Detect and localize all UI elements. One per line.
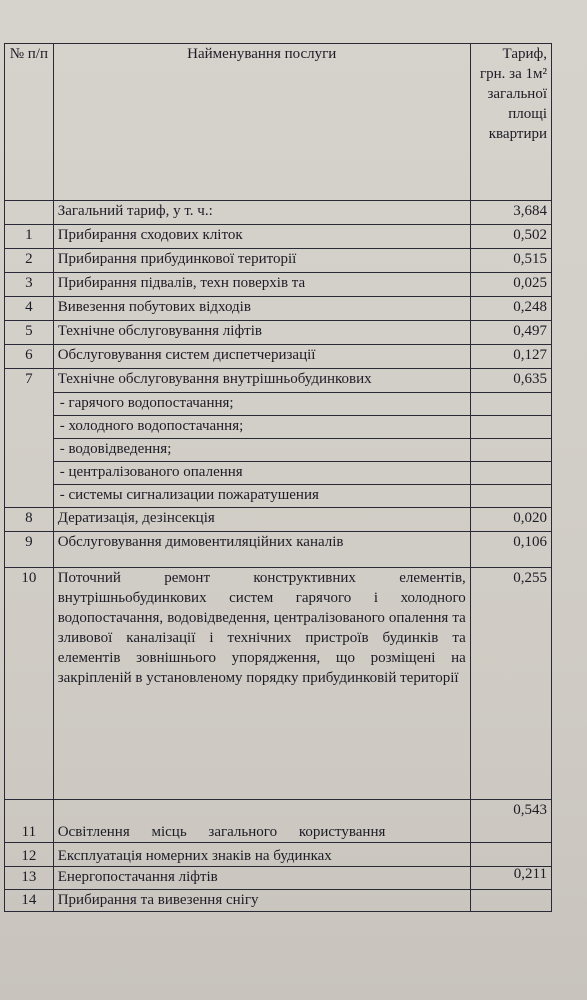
row-value: 0,248 xyxy=(470,297,551,321)
row-name: Експлуатація номерних знаків на будинках xyxy=(53,843,470,867)
row-name: Технічне обслуговування внутрішньобудинкових xyxy=(53,369,470,393)
subitem-row xyxy=(5,462,552,485)
table-row xyxy=(5,568,552,800)
subitem-row xyxy=(5,416,552,439)
row-number: 14 xyxy=(5,890,54,912)
row-value: 0,543 xyxy=(470,800,551,843)
row-name: Вивезення побутових відходів xyxy=(53,297,470,321)
table-row xyxy=(5,225,552,249)
header-number: № п/п xyxy=(5,44,54,201)
row-value: 0,211 xyxy=(470,867,551,890)
table-row xyxy=(5,532,552,568)
row-name: Обслуговування димовентиляційних каналів xyxy=(53,532,470,568)
row-value xyxy=(470,843,551,867)
row-name: Енергопостачання ліфтів xyxy=(53,867,470,890)
table-row xyxy=(5,297,552,321)
total-num xyxy=(5,201,54,225)
row-name: Прибирання підвалів, техн поверхів та xyxy=(53,273,470,297)
row-number: 2 xyxy=(5,249,54,273)
table-row xyxy=(5,369,552,393)
subitem-value xyxy=(470,416,551,439)
total-row xyxy=(5,201,552,225)
row-number: 6 xyxy=(5,345,54,369)
row-number: 7 xyxy=(5,369,54,508)
row-number: 11 xyxy=(5,800,54,843)
row-name: Освітлення місць загального користування xyxy=(53,800,470,843)
total-label: Загальний тариф, у т. ч.: xyxy=(53,201,470,225)
header-service-name: Найменування послуги xyxy=(53,44,470,201)
row-number: 10 xyxy=(5,568,54,800)
row-value: 0,502 xyxy=(470,225,551,249)
table-header-row xyxy=(5,44,552,201)
subitem-row xyxy=(5,439,552,462)
row-number: 12 xyxy=(5,843,54,867)
subitem-row xyxy=(5,485,552,508)
table-row xyxy=(5,321,552,345)
subitem-value xyxy=(470,439,551,462)
subitem-label: - системы сигнализации пожаратушения xyxy=(53,485,470,508)
table-row xyxy=(5,249,552,273)
row-name: Поточний ремонт конструктивних елементів, внутрішньобудинкових систем гарячого і холодного водопостачання, водовідведення, централізованого опалення та зливової каналізації і технічних пристроїв будинків та елементів зовнішнього упорядження, що розміщені на закріпленій в установленому порядку прибудинковій території xyxy=(53,568,470,800)
table-row xyxy=(5,273,552,297)
tariff-table xyxy=(4,43,552,912)
row-value: 0,020 xyxy=(470,508,551,532)
table-row xyxy=(5,843,552,867)
subitem-value xyxy=(470,393,551,416)
subitem-label: - централізованого опалення xyxy=(53,462,470,485)
row-number: 8 xyxy=(5,508,54,532)
row-name: Дератизація, дезінсекція xyxy=(53,508,470,532)
row-name: Технічне обслуговування ліфтів xyxy=(53,321,470,345)
row-value: 0,497 xyxy=(470,321,551,345)
row-value: 0,106 xyxy=(470,532,551,568)
subitem-label: - водовідведення; xyxy=(53,439,470,462)
row-name: Прибирання сходових кліток xyxy=(53,225,470,249)
row-number: 13 xyxy=(5,867,54,890)
row-value: 0,255 xyxy=(470,568,551,800)
row-number: 9 xyxy=(5,532,54,568)
row-value: 0,635 xyxy=(470,369,551,393)
row-name: Обслуговування систем диспетчеризації xyxy=(53,345,470,369)
row-value: 0,127 xyxy=(470,345,551,369)
subitem-value xyxy=(470,462,551,485)
row-number: 4 xyxy=(5,297,54,321)
table-row xyxy=(5,800,552,843)
row-value xyxy=(470,890,551,912)
row-value: 0,515 xyxy=(470,249,551,273)
subitem-row xyxy=(5,393,552,416)
row-number: 1 xyxy=(5,225,54,249)
row-value: 0,025 xyxy=(470,273,551,297)
subitem-value xyxy=(470,485,551,508)
row-number: 5 xyxy=(5,321,54,345)
table-row xyxy=(5,867,552,890)
total-value: 3,684 xyxy=(470,201,551,225)
subitem-label: - гарячого водопостачання; xyxy=(53,393,470,416)
row-name: Прибирання прибудинкової території xyxy=(53,249,470,273)
header-tariff: Тариф, грн. за 1м² загальної площі квартири xyxy=(470,44,551,201)
row-name: Прибирання та вивезення снігу xyxy=(53,890,470,912)
table-row xyxy=(5,345,552,369)
subitem-label: - холодного водопостачання; xyxy=(53,416,470,439)
row-number: 3 xyxy=(5,273,54,297)
table-row xyxy=(5,508,552,532)
table-row xyxy=(5,890,552,912)
